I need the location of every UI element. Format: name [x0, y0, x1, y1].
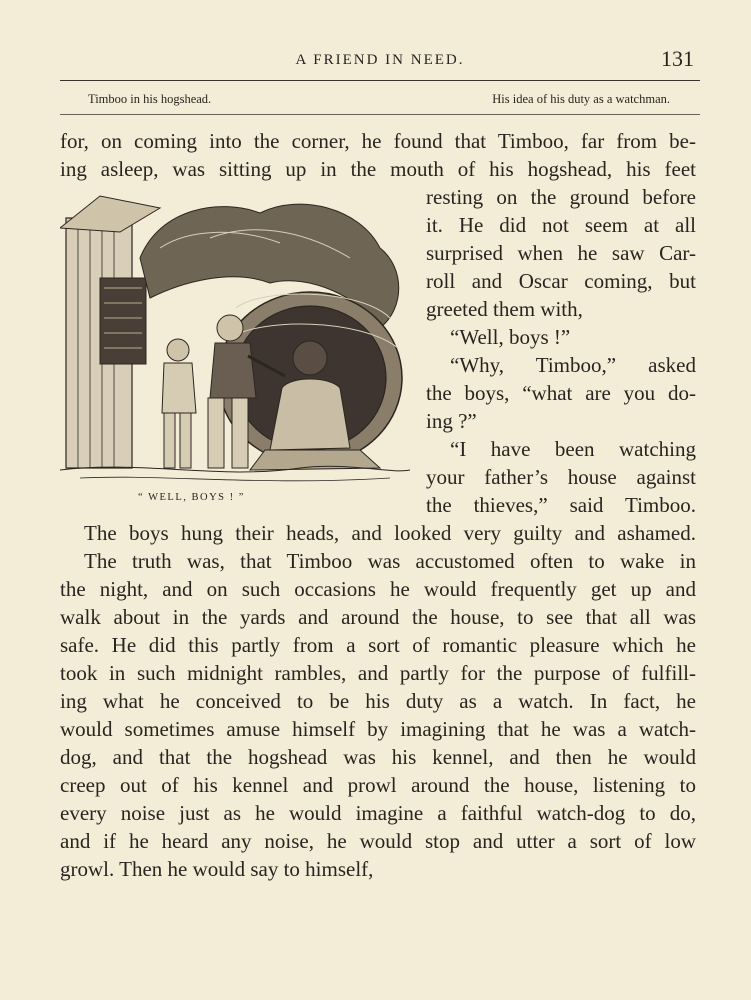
- page-number: 131: [661, 46, 694, 71]
- text-line: “Well, boys !”: [450, 325, 571, 349]
- text-line: “Why, Timboo,” asked: [450, 353, 696, 377]
- text-line: ing ?”: [426, 409, 477, 433]
- text-line: ing asleep, was sitting up in the mouth of his hogshead, his feet: [60, 157, 696, 181]
- text-line: walk about in the yards and around the house, to see that all was: [60, 605, 696, 629]
- running-head: [60, 48, 700, 74]
- text-line: would sometimes amuse himself by imagining that he was a watch-: [60, 717, 696, 741]
- text-line: growl. Then he would say to himself,: [60, 857, 374, 881]
- text-line: it. He did not seem at all: [426, 213, 696, 237]
- text-line: The boys hung their heads, and looked very guilty and ashamed.: [84, 521, 696, 545]
- margin-notes: [60, 92, 700, 110]
- text-line: the night, and on such occasions he would frequently get up and: [60, 577, 696, 601]
- engraving-illustration: [60, 188, 410, 491]
- text-line: roll and Oscar coming, but: [426, 269, 696, 293]
- sidenote-left: Timboo in his hogshead.: [88, 92, 212, 106]
- text-line: took in such midnight rambles, and partly for the purpose of fulfill-: [60, 661, 696, 685]
- text-line: “I have been watching: [450, 437, 696, 461]
- text-line: your father’s house against: [426, 465, 696, 489]
- text-line: greeted them with,: [426, 297, 583, 321]
- sidenote-right: His idea of his duty as a watchman.: [492, 92, 670, 106]
- text-line: every noise just as he would imagine a faithful watch-dog to do,: [60, 801, 696, 825]
- text-line: the thieves,” said Timboo.: [426, 493, 696, 517]
- text-line: dog, and that the hogshead was his kennel, and then he would: [60, 745, 696, 769]
- text-line: The truth was, that Timboo was accustomed often to wake in: [84, 549, 696, 573]
- header-rule: [60, 80, 700, 81]
- chapter-title: A FRIEND IN NEED.: [295, 52, 465, 68]
- text-line: ing what he conceived to be his duty as a watch. In fact, he: [60, 689, 696, 713]
- text-line: creep out of his kennel and prowl around the house, listening to: [60, 773, 696, 797]
- text-line: and if he heard any noise, he would stop and utter a sort of low: [60, 829, 696, 853]
- text-line: surprised when he saw Car-: [426, 241, 696, 265]
- text-line: for, on coming into the corner, he found that Timboo, far from be-: [60, 129, 696, 153]
- sidenote-rule: [60, 114, 700, 115]
- text-line: the boys, “what are you do-: [426, 381, 696, 405]
- text-line: resting on the ground before: [426, 185, 696, 209]
- text-line: safe. He did this partly from a sort of romantic pleasure which he: [60, 633, 696, 657]
- illustration-caption: “ WELL, BOYS ! ”: [138, 492, 245, 503]
